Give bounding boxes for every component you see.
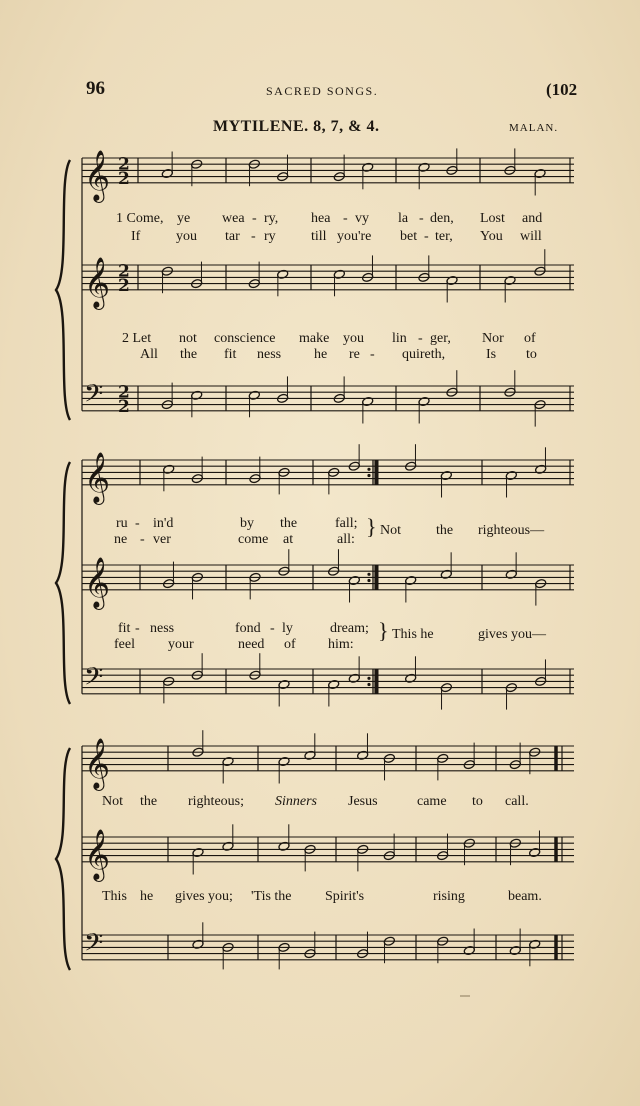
repeat-dot — [367, 468, 370, 471]
lyric: - — [419, 211, 424, 226]
lyric: You — [480, 229, 503, 244]
time-signature: 2 — [118, 396, 130, 417]
lyric: Nor — [482, 331, 504, 346]
lyric: fall; — [335, 516, 358, 531]
lyric: of — [524, 331, 536, 346]
lyric: righteous— — [478, 523, 545, 538]
lyric: lin — [392, 331, 407, 346]
time-signature: 2 — [118, 168, 130, 189]
system-brace — [56, 160, 70, 420]
system-brace — [56, 748, 70, 970]
lyric: will — [520, 229, 542, 244]
lyric: This — [102, 889, 127, 904]
repeat-dot — [367, 677, 370, 680]
lyric: rising — [433, 889, 465, 904]
lyric: - — [270, 621, 275, 636]
lyric: at — [283, 532, 294, 547]
treble-clef: 𝄞 — [84, 556, 111, 608]
tune-title: MYTILENE. 8, 7, & 4. — [213, 118, 380, 135]
lyric: All — [140, 347, 158, 362]
treble-clef: 𝄞 — [84, 828, 111, 880]
time-signature: 2 — [118, 382, 130, 403]
lyric: your — [168, 637, 194, 652]
lyric: beam. — [508, 889, 542, 904]
lyric: Is — [486, 347, 497, 362]
lyric: ry, — [264, 211, 279, 226]
lyric: 1 Come, — [116, 211, 164, 226]
lyric: gives you; — [175, 889, 233, 904]
lyric: hea — [311, 211, 331, 226]
lyric: Sinners — [275, 794, 317, 809]
lyric: den, — [430, 211, 454, 226]
lyric: to — [526, 347, 537, 362]
lyric: ly — [282, 621, 293, 636]
lyric: feel — [114, 637, 135, 652]
bass-clef: 𝄢 — [84, 379, 104, 415]
lyric: dream; — [330, 621, 369, 636]
repeat-dot — [367, 573, 370, 576]
lyric: - — [370, 347, 375, 362]
lyric: fond — [235, 621, 261, 636]
lyric: call. — [505, 794, 529, 809]
lyric: ness — [150, 621, 175, 636]
lyric: fit — [224, 347, 237, 362]
composer-name: MALAN. — [509, 122, 559, 134]
lyric: not — [179, 331, 197, 346]
lyric: - — [135, 516, 140, 531]
lyric: the — [280, 516, 298, 531]
page-number-left: 96 — [86, 78, 105, 99]
lyric: vy — [355, 211, 369, 226]
lyric: of — [284, 637, 296, 652]
lyric: Jesus — [348, 794, 378, 809]
lyric: la — [398, 211, 409, 226]
lyric: If — [131, 229, 141, 244]
lyric: 2 Let — [122, 331, 152, 346]
lyric: bet — [400, 229, 418, 244]
lyric: - — [140, 532, 145, 547]
lyric: - — [251, 229, 256, 244]
treble-clef: 𝄞 — [84, 149, 111, 201]
lyric: ter, — [435, 229, 453, 244]
lyric: him: — [328, 637, 354, 652]
lyric: you're — [337, 229, 372, 244]
lyric: ver — [153, 532, 171, 547]
lyric: tar — [225, 229, 240, 244]
lyric: you — [343, 331, 364, 346]
lyric: wea — [222, 211, 245, 226]
bass-clef: 𝄢 — [84, 928, 104, 964]
lyric: - — [343, 211, 348, 226]
lyric: he — [314, 347, 328, 362]
lyric: till — [311, 229, 327, 244]
lyric: Spirit's — [325, 889, 365, 904]
lyric: conscience — [214, 331, 276, 346]
time-signature: 2 — [118, 275, 130, 296]
lyric: came — [417, 794, 447, 809]
treble-clef: 𝄞 — [84, 737, 111, 789]
verse-brace: } — [378, 618, 389, 643]
treble-clef: 𝄞 — [84, 256, 111, 308]
lyric: - — [135, 621, 140, 636]
lyric: - — [424, 229, 429, 244]
lyric: ness — [257, 347, 282, 362]
lyric: Not — [102, 794, 123, 809]
lyric: This he — [392, 627, 434, 642]
lyric: quireth, — [402, 347, 446, 362]
lyric: all: — [337, 532, 355, 547]
repeat-dot — [367, 474, 370, 477]
repeat-dot — [367, 579, 370, 582]
lyric: by — [240, 516, 254, 531]
repeat-dot — [367, 683, 370, 686]
treble-clef: 𝄞 — [84, 451, 111, 503]
lyric: ru — [116, 516, 128, 531]
lyric: - — [252, 211, 257, 226]
lyric: you — [176, 229, 197, 244]
lyric: the — [180, 347, 198, 362]
lyric: ry — [264, 229, 276, 244]
lyric: and — [522, 211, 543, 226]
lyric: fit — [118, 621, 131, 636]
lyric: he — [140, 889, 154, 904]
lyric: make — [299, 331, 330, 346]
running-title: SACRED SONGS. — [266, 84, 379, 98]
system-brace — [56, 462, 70, 704]
lyric: the — [436, 523, 454, 538]
lyric: - — [418, 331, 423, 346]
lyric: the — [140, 794, 158, 809]
page-number-right: (102 — [546, 80, 578, 99]
bass-clef: 𝄢 — [84, 662, 104, 698]
lyric: come — [238, 532, 269, 547]
lyric: 'Tis the — [251, 889, 292, 904]
lyric: ye — [177, 211, 191, 226]
verse-brace: } — [366, 514, 377, 539]
lyric: gives you— — [478, 627, 547, 642]
lyric: to — [472, 794, 483, 809]
lyric: need — [238, 637, 265, 652]
time-signature: 2 — [118, 154, 130, 175]
lyric: Lost — [480, 211, 505, 226]
lyric: re — [349, 347, 360, 362]
lyric: ne — [114, 532, 128, 547]
lyric: Not — [380, 523, 401, 538]
lyric: ger, — [430, 331, 451, 346]
time-signature: 2 — [118, 261, 130, 282]
lyric: in'd — [153, 516, 174, 531]
lyric: righteous; — [188, 794, 244, 809]
